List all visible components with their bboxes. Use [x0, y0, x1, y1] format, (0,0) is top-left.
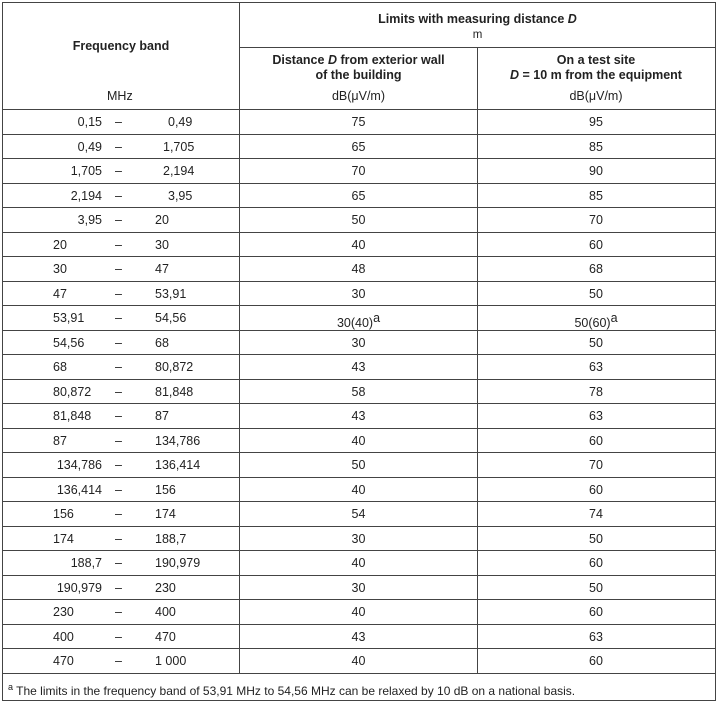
freq-to: 87	[155, 409, 169, 423]
limit-site	[477, 532, 715, 546]
limit-site-value: 74	[589, 507, 603, 521]
range-dash: –	[115, 115, 122, 129]
limit-site-value: 50(60)	[574, 316, 611, 331]
freq-from: 47	[53, 286, 67, 301]
limit-wall-value: 40	[351, 654, 366, 668]
range-dash: –	[115, 629, 122, 644]
limit-wall	[240, 164, 477, 178]
limits-title-text: Limits with measuring distance	[378, 12, 565, 26]
freq-to: 68	[155, 335, 169, 350]
table-row	[3, 330, 715, 356]
range-dash: –	[115, 531, 122, 546]
freq-to: 80,872	[155, 360, 194, 374]
limit-wall-value: 40	[351, 482, 366, 497]
freq-from: 87	[53, 433, 67, 448]
limit-site	[477, 164, 715, 178]
limit-site-value: 95	[589, 115, 603, 129]
limit-site-value: 70	[589, 213, 603, 227]
limit-site-value: 90	[589, 164, 603, 178]
limit-wall-value: 30(40)	[336, 316, 374, 331]
limit-site	[477, 213, 715, 227]
freq-from: 470	[53, 654, 74, 668]
limit-site-value: 60	[589, 237, 603, 252]
limit-wall-value: 43	[351, 409, 366, 423]
limit-wall	[240, 189, 477, 203]
limit-site-value: 70	[589, 458, 603, 472]
freq-to: 81,848	[155, 384, 194, 399]
freq-from: 134,786	[56, 458, 102, 472]
limit-site-value: 60	[589, 556, 603, 570]
freq-from: 81,848	[53, 409, 92, 423]
range-dash: –	[115, 507, 122, 521]
freq-from: 30	[53, 262, 67, 276]
limit-site	[477, 115, 715, 129]
limit-site	[477, 311, 715, 330]
limit-wall	[240, 654, 477, 668]
footnote-divider	[3, 673, 715, 674]
limit-site	[477, 630, 715, 644]
table-row	[3, 134, 715, 160]
limit-site	[477, 409, 715, 423]
limit-wall	[240, 409, 477, 423]
limit-wall-value: 30	[351, 580, 366, 595]
freq-to: 2,194	[163, 164, 195, 178]
limit-site	[477, 556, 715, 570]
header-frequency-unit: MHz	[107, 89, 133, 103]
footnote-ref: a	[373, 311, 381, 325]
freq-to: 54,56	[155, 311, 187, 325]
table-row	[3, 109, 715, 135]
table-row	[3, 281, 715, 307]
footnote-text: The limits in the frequency band of 53,91 MHz to 54,56 MHz can be relaxed by 10 dB on a national basis.	[16, 684, 576, 698]
limit-wall	[240, 213, 477, 227]
limit-wall	[240, 336, 477, 350]
range-dash: –	[115, 188, 122, 203]
freq-to: 0,49	[168, 115, 193, 129]
freq-to: 156	[155, 482, 176, 497]
freq-from: 190,979	[56, 580, 102, 595]
limit-site-value: 63	[589, 360, 603, 374]
limit-site-value: 63	[589, 409, 603, 423]
header-col-wall-line1	[240, 53, 477, 67]
limit-wall-value: 40	[351, 237, 366, 252]
limit-wall	[240, 262, 477, 276]
limits-title-var: D	[567, 12, 577, 26]
range-dash: –	[115, 237, 122, 252]
header-frequency-band: Frequency band	[72, 39, 170, 53]
freq-to: 47	[155, 262, 169, 276]
freq-from: 3,95	[77, 213, 102, 227]
limit-site-value: 60	[589, 433, 603, 448]
table-row	[3, 599, 715, 625]
limit-wall	[240, 115, 477, 129]
freq-to: 190,979	[155, 556, 201, 570]
range-dash: –	[115, 433, 122, 448]
limit-site-value: 60	[589, 654, 603, 668]
limit-site-value: 60	[589, 605, 603, 619]
limit-site-value: 50	[589, 580, 603, 595]
footnote-marker: a	[8, 682, 14, 692]
freq-to: 1 000	[155, 654, 187, 668]
limit-site	[477, 434, 715, 448]
range-dash: –	[115, 213, 122, 227]
limit-wall-value: 65	[351, 139, 366, 154]
freq-from: 68	[53, 360, 67, 374]
limit-site	[477, 140, 715, 154]
freq-to: 188,7	[155, 531, 187, 546]
freq-from: 136,414	[56, 482, 102, 497]
limit-wall	[240, 532, 477, 546]
col-wall-pre: Distance	[272, 53, 328, 67]
limit-wall-value: 30	[351, 335, 366, 350]
freq-to: 470	[155, 629, 176, 644]
freq-from: 20	[53, 237, 67, 252]
table-row	[3, 379, 715, 405]
limits-table	[2, 2, 716, 701]
limit-wall	[240, 434, 477, 448]
freq-from: 54,56	[53, 335, 85, 350]
limit-site-value: 85	[589, 139, 603, 154]
freq-to: 53,91	[155, 286, 187, 301]
range-dash: –	[115, 311, 122, 325]
limit-site-value: 63	[589, 629, 603, 644]
limit-wall-value: 40	[351, 433, 366, 448]
table-row	[3, 648, 715, 674]
limit-site	[477, 581, 715, 595]
limit-site	[477, 262, 715, 276]
limit-wall-value: 30	[351, 286, 366, 301]
limit-wall	[240, 238, 477, 252]
table-row	[3, 158, 715, 184]
limit-wall-value: 40	[351, 605, 366, 619]
header-limits-unit: m	[472, 29, 483, 41]
freq-to: 134,786	[155, 433, 201, 448]
freq-to: 1,705	[163, 139, 195, 154]
limit-wall	[240, 360, 477, 374]
limit-wall-value: 54	[351, 507, 366, 521]
limit-wall	[240, 605, 477, 619]
limit-wall	[240, 140, 477, 154]
freq-to: 30	[155, 237, 169, 252]
table-row	[3, 183, 715, 209]
limit-site-value: 50	[589, 286, 603, 301]
header-limits-title	[240, 12, 715, 26]
table-row	[3, 403, 715, 429]
limit-wall-value: 50	[351, 213, 366, 227]
limit-wall	[240, 507, 477, 521]
freq-from: 0,15	[77, 115, 102, 129]
limit-wall-value: 70	[351, 164, 366, 178]
table-row	[3, 452, 715, 478]
footnote-ref: a	[610, 311, 618, 325]
freq-from: 53,91	[53, 311, 85, 325]
limit-wall-value: 43	[351, 360, 366, 374]
limit-site	[477, 336, 715, 350]
limit-site	[477, 189, 715, 203]
freq-to: 20	[155, 213, 169, 227]
table-row	[3, 526, 715, 552]
table-row	[3, 501, 715, 527]
freq-to: 174	[155, 507, 176, 521]
range-dash: –	[115, 335, 122, 350]
freq-from: 400	[53, 629, 74, 644]
range-dash: –	[115, 654, 122, 668]
table-row	[3, 428, 715, 454]
freq-from: 188,7	[70, 556, 102, 570]
freq-from: 80,872	[53, 384, 92, 399]
freq-from: 156	[53, 507, 74, 521]
freq-from: 174	[53, 531, 74, 546]
limit-wall	[240, 630, 477, 644]
table-row	[3, 477, 715, 503]
range-dash: –	[115, 164, 122, 178]
freq-to: 136,414	[155, 458, 201, 472]
limit-wall-value: 65	[351, 188, 366, 203]
table-row	[3, 232, 715, 258]
limit-site	[477, 507, 715, 521]
limit-site-value: 50	[589, 335, 603, 350]
table-row	[3, 207, 715, 233]
freq-from: 1,705	[70, 164, 102, 178]
limit-site-value: 85	[589, 188, 603, 203]
freq-from: 230	[53, 605, 74, 619]
limit-wall-value: 50	[351, 458, 366, 472]
table-row	[3, 256, 715, 282]
limit-wall	[240, 287, 477, 301]
limit-site	[477, 483, 715, 497]
table-row	[3, 624, 715, 650]
limit-site	[477, 238, 715, 252]
limit-wall-value: 40	[351, 556, 366, 570]
limit-site	[477, 385, 715, 399]
limit-site	[477, 605, 715, 619]
range-dash: –	[115, 482, 122, 497]
limit-site-value: 50	[589, 531, 603, 546]
limit-wall	[240, 483, 477, 497]
header-col-wall-unit: dB(μV/m)	[331, 89, 386, 103]
range-dash: –	[115, 262, 122, 276]
limit-site-value: 68	[589, 262, 603, 276]
header-col-site-unit: dB(μV/m)	[569, 89, 623, 103]
range-dash: –	[115, 580, 122, 595]
range-dash: –	[115, 360, 122, 374]
range-dash: –	[115, 605, 122, 619]
table-row	[3, 305, 715, 331]
range-dash: –	[115, 286, 122, 301]
limit-site	[477, 458, 715, 472]
limit-site	[477, 654, 715, 668]
limit-wall	[240, 458, 477, 472]
range-dash: –	[115, 458, 122, 472]
limit-wall	[240, 556, 477, 570]
freq-to: 400	[155, 605, 176, 619]
header-col-site-line2	[477, 68, 715, 82]
header-col-site-line1: On a test site	[556, 53, 636, 67]
limit-wall	[240, 385, 477, 399]
limit-wall-value: 75	[351, 115, 366, 129]
table-row	[3, 550, 715, 576]
limit-wall	[240, 311, 477, 330]
footnote	[8, 682, 575, 698]
freq-from: 2,194	[70, 188, 102, 203]
col-wall-post: from exterior wall	[336, 53, 445, 67]
range-dash: –	[115, 556, 122, 570]
limit-wall-value: 30	[351, 531, 366, 546]
freq-to: 3,95	[168, 188, 193, 203]
table-row	[3, 575, 715, 601]
col-wall-var: D	[327, 53, 337, 67]
limit-wall-value: 58	[351, 384, 366, 399]
freq-to: 230	[155, 580, 176, 595]
limit-site-value: 78	[589, 384, 603, 399]
limit-site	[477, 360, 715, 374]
limit-wall-value: 48	[351, 262, 366, 276]
header-col-wall-line2: of the building	[315, 68, 402, 82]
freq-from: 0,49	[77, 139, 102, 154]
col-site-var: D	[510, 68, 520, 82]
range-dash: –	[115, 384, 122, 399]
range-dash: –	[115, 409, 122, 423]
limit-site-value: 60	[589, 482, 603, 497]
range-dash: –	[115, 139, 122, 154]
limit-wall	[240, 581, 477, 595]
limit-site	[477, 287, 715, 301]
table-row	[3, 354, 715, 380]
limit-wall-value: 43	[351, 629, 366, 644]
col-site-post: = 10 m from the equipment	[519, 68, 682, 82]
